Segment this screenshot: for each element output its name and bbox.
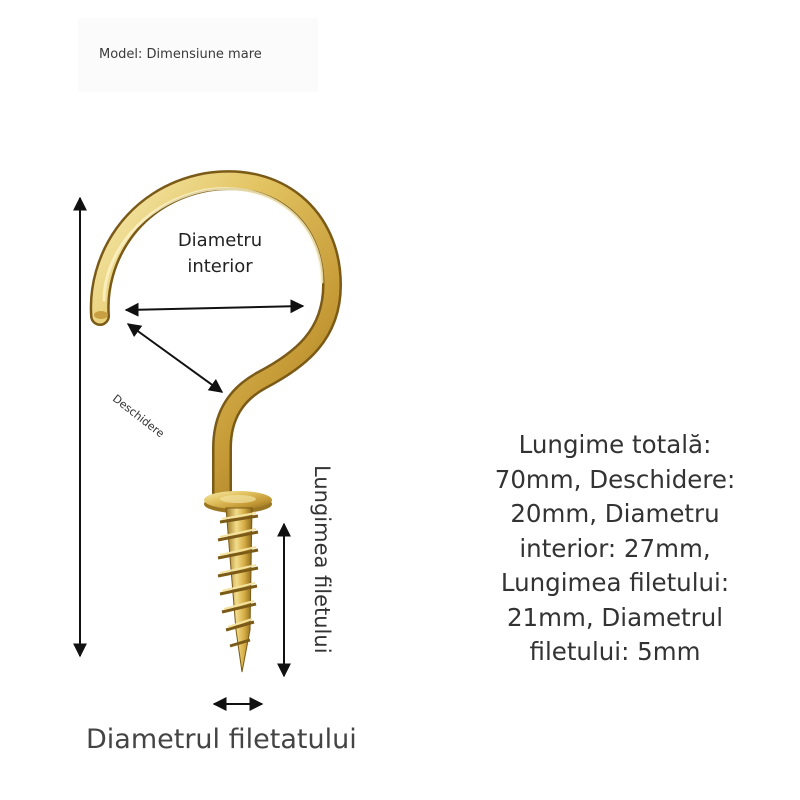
spec-text	[465, 428, 765, 670]
threaded-screw	[218, 508, 258, 672]
opening-label: Deschidere	[109, 392, 167, 441]
spec-line: 70mm, Deschidere:	[494, 464, 736, 494]
spec-line: 20mm, Diametru	[510, 499, 720, 528]
thread-length-label: Lungimea filetului	[310, 465, 334, 654]
spec-line: filetului: 5mm	[529, 637, 701, 666]
spec-line: 21mm, Diametrul	[506, 602, 724, 632]
spec-line: interior: 27mm,	[519, 533, 711, 563]
opening-arrow	[128, 324, 222, 392]
model-label: Model: Dimensiune mare	[99, 47, 262, 62]
spec-line: Lungimea filetului:	[500, 568, 730, 597]
inner-diameter-label: Diametru interior	[177, 230, 263, 277]
spec-line: Lungime totală:	[518, 430, 712, 459]
inner-diameter-arrow	[126, 306, 303, 310]
thread-diameter-label: Diametrul filetatului	[86, 724, 357, 755]
